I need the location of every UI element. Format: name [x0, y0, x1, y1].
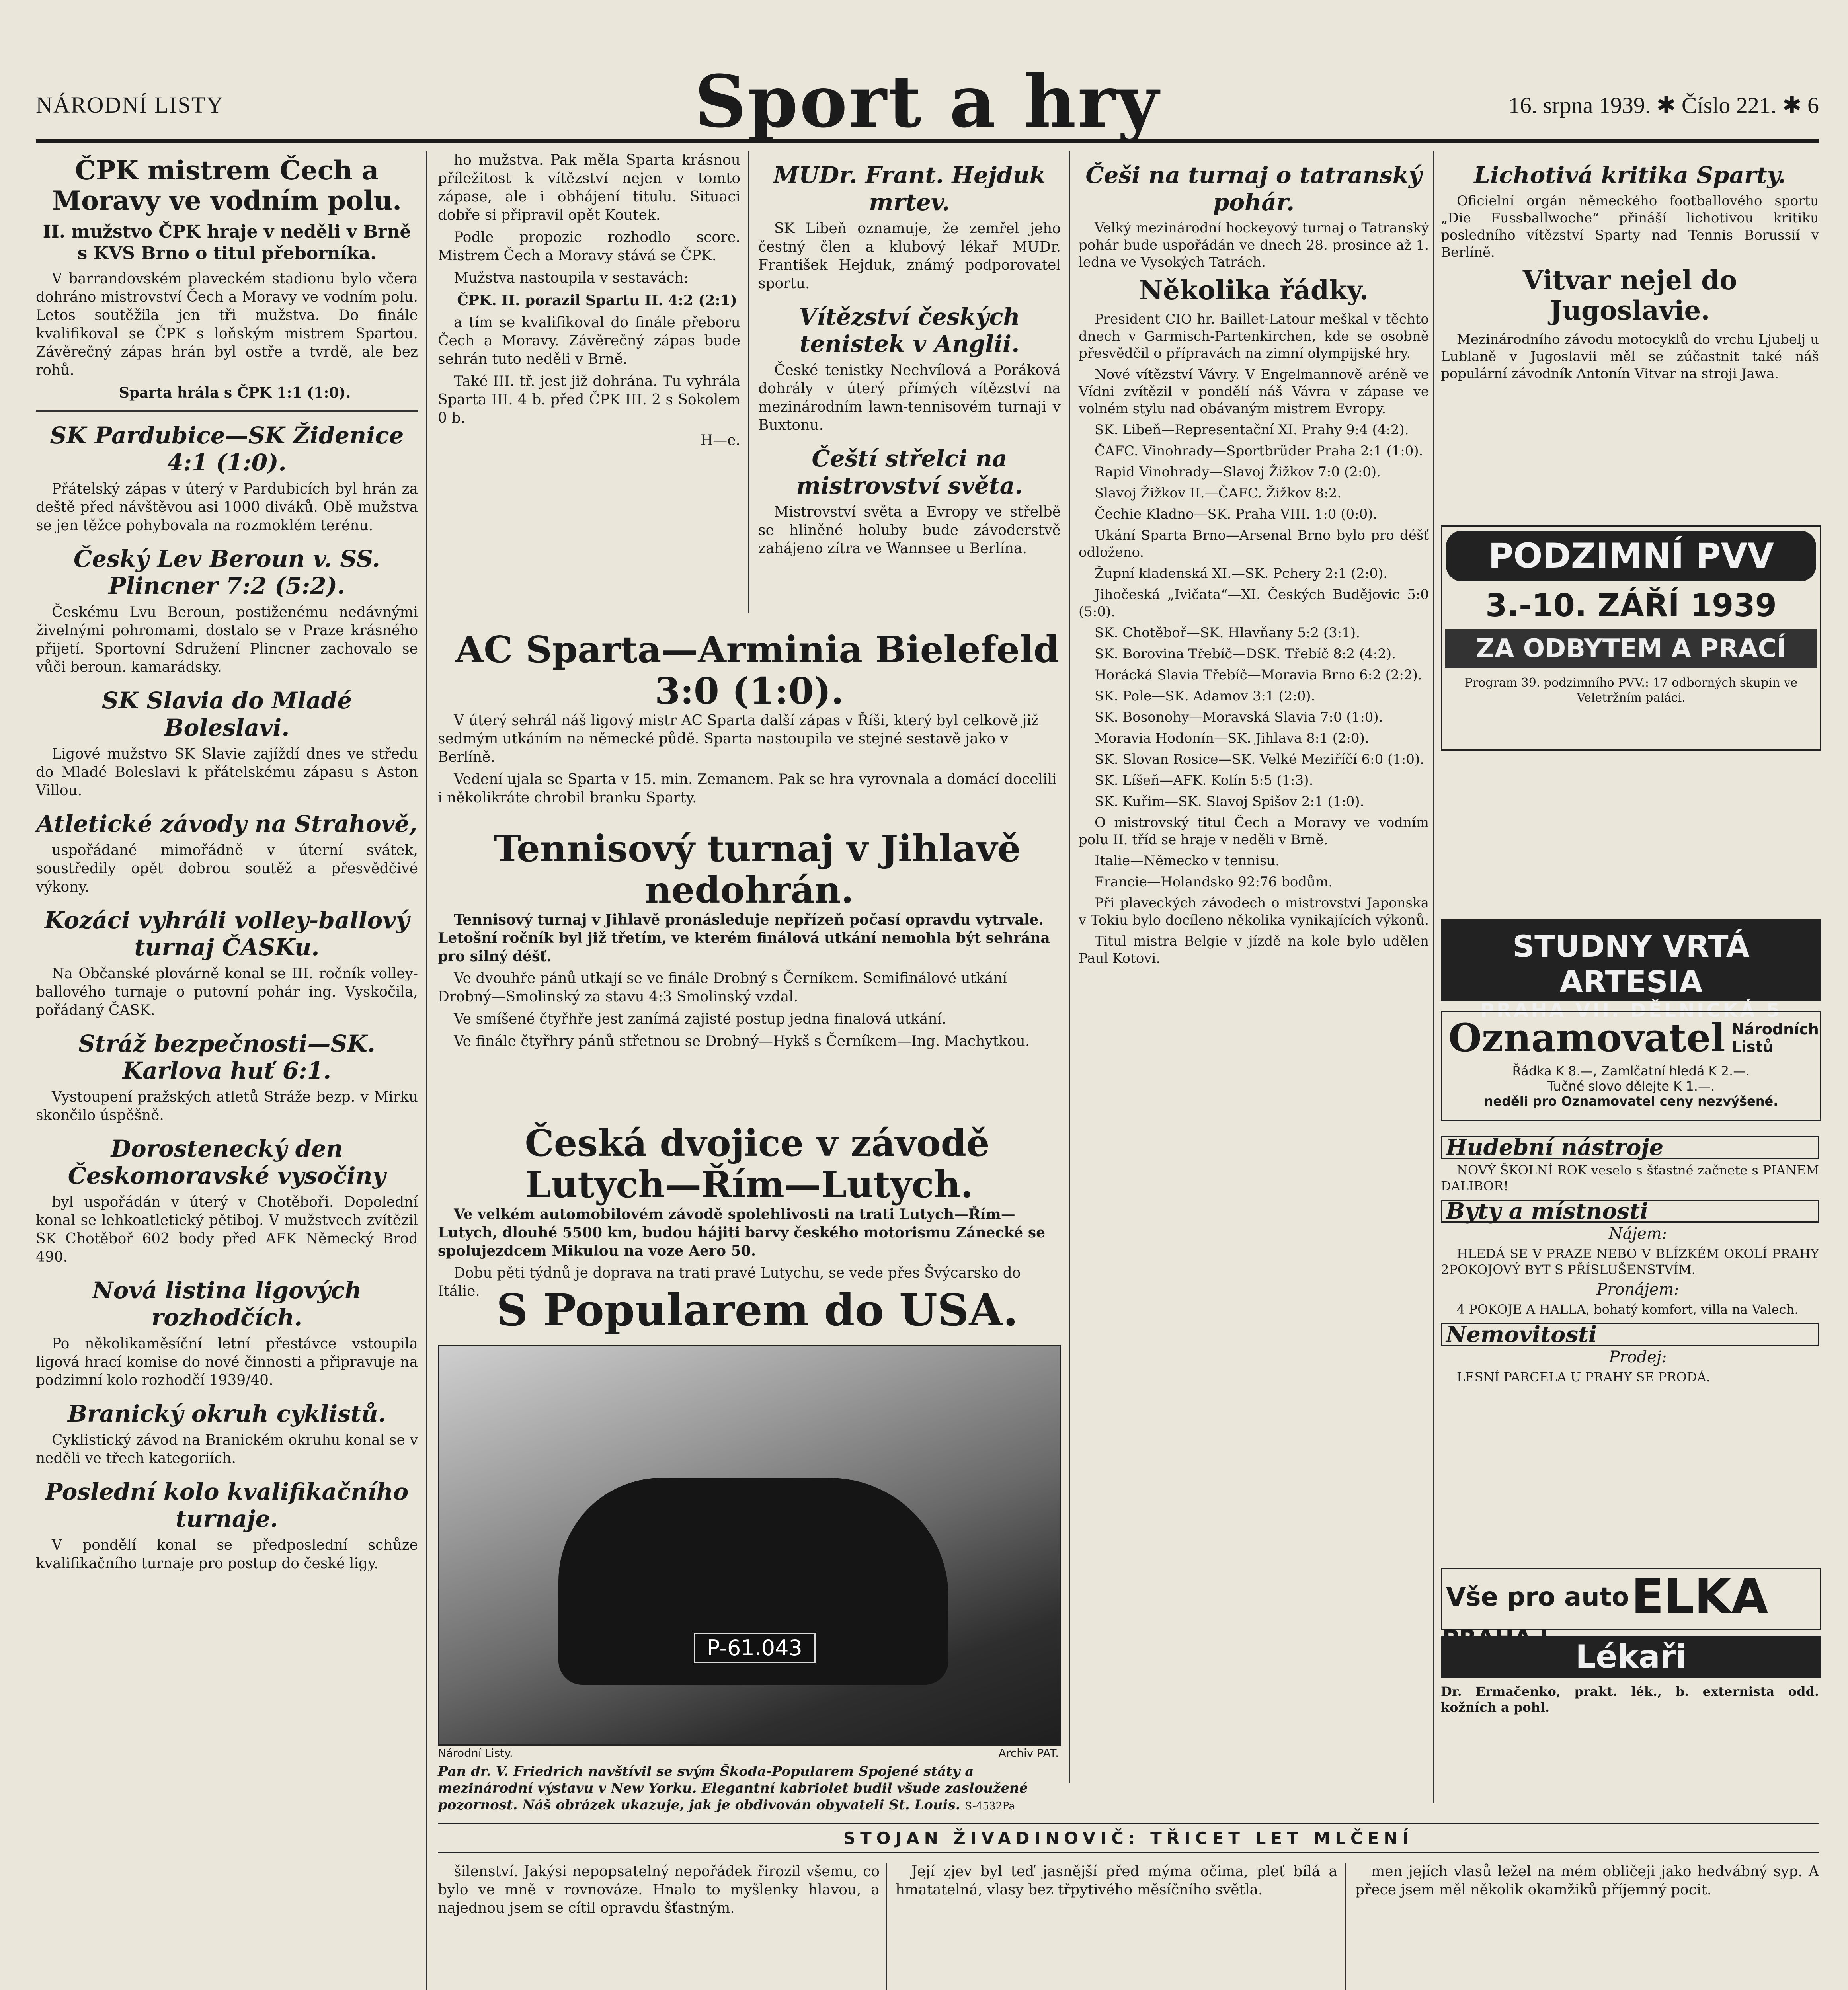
divider — [36, 410, 418, 412]
elka-logo: ELKA — [1631, 1569, 1768, 1625]
article-text: SK. Pole—SK. Adamov 3:1 (2:0). — [1095, 688, 1315, 704]
column-2 — [438, 151, 740, 454]
article-text: Jihočeská „Ivičata“—XI. Českých Budějovic 5:0 (5:0). — [1079, 587, 1429, 620]
article-text: Ve finále čtyřhry pánů střetnou se Drobný—Hykš s Černíkem—Ing. Machytkou. — [454, 1033, 1030, 1050]
serial-text: Její zjev byl teď jasnější před mýma očima, pleť bílá a hmatatelná, vlasy bez třpytivého měsíčního světla. — [896, 1863, 1337, 1898]
headline-straz: Stráž bezpečnosti—SK. Karlova huť 6:1. — [78, 1030, 375, 1084]
article-text: Při plaveckých závodech o mistrovství Japonska v Tokiu bylo docíleno několika vynikajících výkonů. — [1079, 895, 1429, 928]
headline-lutych: Česká dvojice v závodě Lutych—Řím—Lutych. — [525, 1122, 990, 1206]
article-lutych — [438, 1122, 1061, 1305]
headline-pardubice: SK Pardubice—SK Židenice 4:1 (1:0). — [50, 422, 404, 476]
classified-text: LESNÍ PARCELA U PRAHY SE PRODÁ. — [1457, 1370, 1710, 1385]
ad-lekari — [1441, 1636, 1821, 1678]
headline-branik: Branický okruh cyklistů. — [68, 1400, 386, 1427]
article-text: byl uspořádán v úterý v Chotěboři. Dopolední konal se lehkoatletický pětiboj. V mužstvech zvítězil SK Chotěboř 602 body před AFK Německý Brod 490. — [36, 1194, 418, 1265]
ad-artesia-address: PRAHA VII. DĚLNICKÁ 5 — [1480, 999, 1782, 1022]
headline-sparta: AC Sparta—Arminia Bielefeld 3:0 (1:0). — [455, 628, 1060, 712]
headline-kritika: Lichotivá kritika Sparty. — [1474, 162, 1786, 189]
headline-hejduk: MUDr. Frant. Hejduk mrtev. — [773, 162, 1046, 216]
caption-code: S-4532Pa — [965, 1800, 1015, 1812]
article-text: Velký mezinárodní hockeyový turnaj o Tatranský pohár bude uspořádán ve dnech 28. prosince až 1. ledna ve Vysokých Tatrách. — [1079, 220, 1429, 270]
serial-col-1 — [438, 1863, 880, 1922]
ad-artesia-title: STUDNY VRTÁ ARTESIA — [1512, 929, 1750, 999]
article-text: Oficielní orgán německého footballového sportu „Die Fussballwoche“ přináší lichotivou kritiku posledního vítězství Sparty nad Tennis Borussií v Berlíně. — [1441, 193, 1819, 260]
ad-pvv-dates: 3.-10. ZÁŘÍ 1939 — [1485, 588, 1777, 624]
ad-artesia — [1441, 919, 1821, 1022]
article-text: Župní kladenská XI.—SK. Pchery 2:1 (2:0). — [1095, 566, 1388, 581]
article-text: Podle propozic rozhodlo score. Mistrem Čech a Moravy stává se ČPK. — [438, 229, 740, 264]
headline-listina: Nová listina ligových rozhodčích. — [92, 1277, 362, 1331]
classified-subheading: Nájem: — [1608, 1225, 1667, 1243]
article-text: Přátelský zápas v úterý v Pardubicích byl hrán za deště před návštěvou asi 1000 diváků. Obě mužstva se jen těžce pohybovala na rozmoklém terénu. — [36, 481, 418, 534]
article-text: České tenistky Nechvílová a Poráková dohrály v úterý přímých vítězství na mezinárodním lawn-tennisovém turnaji v Buxtonu. — [758, 362, 1061, 433]
article-text: Dobu pěti týdnů je doprava na trati pravé Lutychu, se vede přes Švýcarsko do Itálie. — [438, 1265, 1021, 1299]
article-text: Nové vítězství Vávry. V Engelmannově aréně ve Vídni zvítězil v pondělí náš Vávra v zápase ve volném stylu nad obávaným mistrem Evropy. — [1079, 367, 1429, 417]
caption-text: Pan dr. V. Friedrich navštívil se svým Škoda-Popularem Spojené státy a mezinárodní výstavu v New Yorku. Elegantní kabriolet budil všude zasloužené pozornost. Náš obrázek ukazuje, jak je obdivován obyvateli St. Louis. — [438, 1764, 1028, 1813]
article-text: Cyklistický závod na Branickém okruhu konal se v neděli ve třech kategoriích. — [36, 1432, 418, 1467]
article-text: Sparta hrála s ČPK 1:1 (1:0). — [119, 384, 351, 401]
credit-right: Archiv PAT. — [998, 1746, 1059, 1760]
article-lead: Tennisový turnaj v Jihlavě pronásleduje nepřízeň počasí opravdu vytrvale. Letošní ročník byl již třetím, ve kterém finálová utkání nemohla být sehrána pro silný déšť. — [438, 911, 1050, 965]
article-text: Italie—Německo v tennisu. — [1095, 853, 1280, 869]
classified-text: HLEDÁ SE V PRAZE NEBO V BLÍZKÉM OKOLÍ PRAHY 2POKOJOVÝ BYT S PŘÍSLUŠENSTVÍM. — [1441, 1246, 1819, 1277]
article-text: Také III. tř. jest již dohrána. Tu vyhrála Sparta III. 4 b. před ČPK III. 2 s Sokolem 0 b. — [438, 373, 740, 426]
ad-oznamovatel — [1441, 1011, 1821, 1121]
signature: H—e. — [700, 432, 740, 449]
serial-title: STOJAN ŽIVADINOVIČ: TŘICET LET MLČENÍ — [438, 1823, 1819, 1853]
headline-dorost: Dorostenecký den Českomoravské vysočiny — [68, 1135, 386, 1189]
ad-pvv-title: PODZIMNÍ PVV — [1446, 531, 1816, 581]
article-sparta — [438, 629, 1061, 811]
article-text: Čechie Kladno—SK. Praha VIII. 1:0 (0:0). — [1095, 506, 1378, 522]
article-text: SK Libeň oznamuje, že zemřel jeho čestný člen a klubový lékař MUDr. František Hejduk, známý podporovatel sportu. — [758, 220, 1061, 292]
article-tennis — [438, 828, 1061, 1055]
elka-lead: Vše pro auto — [1446, 1582, 1629, 1612]
serial-col-2 — [896, 1863, 1337, 1903]
column-rule — [1069, 151, 1070, 1783]
classified-text: 4 POKOJE A HALLA, bohatý komfort, villa na Valech. — [1457, 1302, 1799, 1317]
classified-heading: Byty a místnosti — [1441, 1200, 1819, 1223]
article-text: Moravia Hodonín—SK. Jihlava 8:1 (2:0). — [1095, 730, 1369, 746]
article-text: Ve smíšené čtyřhře jest zanímá zajisté postup jedna finalová utkání. — [454, 1011, 946, 1027]
column-rule — [886, 1863, 887, 1990]
ad-pvv-slogan: ZA ODBYTEM A PRACÍ — [1445, 629, 1817, 668]
photo-popular-car — [438, 1345, 1061, 1746]
masthead — [36, 60, 1819, 143]
article-text: V úterý sehrál náš ligový mistr AC Sparta další zápas v Říši, který byl celkově již sedmým utkáním na německé půdě. Sparta nastoupila ve stejné sestavě jako v Berlíně. — [438, 712, 1039, 765]
article-text: uspořádané mimořádně v úterní svátek, soustředily opět dobrou soutěž a přesvědčivé výkony. — [36, 842, 418, 895]
article-text: Vystoupení pražských atletů Stráže bezp. v Mirku skončilo úspěšně. — [36, 1089, 418, 1124]
serial-col-3 — [1355, 1863, 1819, 1903]
article-text: Slavoj Žižkov II.—ČAFC. Žižkov 8:2. — [1095, 485, 1342, 501]
headline-strelci: Čeští střelci na mistrovství světa. — [796, 445, 1023, 499]
lekari-heading: Lékaři — [1575, 1638, 1687, 1675]
article-text: Na Občanské plovárně konal se III. ročník volley-ballového turnaje o putovní pohár ing. Vyskočila, pořádaný ČASK. — [36, 966, 418, 1018]
headline-lev-beroun: Český Lev Beroun v. SS. Plincner 7:2 (5:2). — [74, 545, 380, 599]
headline-slavia: SK Slavia do Mladé Boleslavi. — [101, 687, 352, 741]
ozn-price2: Tučné slovo dělejte K 1.—. — [1547, 1079, 1715, 1094]
article-text: SK. Chotěboř—SK. Hlavňany 5:2 (3:1). — [1095, 625, 1360, 641]
column-rule — [1345, 1863, 1346, 1990]
article-text: ho mužstva. Pak měla Sparta krásnou příležitost k vítězství nejen v tomto zápase, ale i obhájení titulu. Situaci dobře si připravil opět Koutek. — [438, 152, 740, 223]
serial-text: šilenství. Jakýsi nepopsatelný nepořádek řirozil všemu, co bylo ve mně v rovnováze. Hnalo to myšlenky hlavou, a najednou jsem se cítil opravdu šťastným. — [438, 1863, 880, 1916]
column-1 — [36, 151, 418, 1577]
classified-heading: Hudební nástroje — [1441, 1136, 1819, 1159]
article-text: SK. Líšeň—AFK. Kolín 5:5 (1:3). — [1095, 773, 1313, 788]
issue-info: 16. srpna 1939. ✱ Číslo 221. ✱ 6 — [1508, 92, 1819, 118]
photo-credits — [438, 1746, 1059, 1760]
article-text: ČPK. II. porazil Spartu II. 4:2 (2:1) — [457, 292, 737, 309]
ozn-price: Řádka K 8.—, Zamlčatní hledá K 2.—. — [1512, 1063, 1750, 1079]
article-text: V barrandovském plaveckém stadionu bylo včera dohráno mistrovství Čech a Moravy ve vodním polu. Letos soutěžila jen tři mužstva. Do finále kvalifikoval se ČPK s loňským mistrem Spartou. Závěrečný zápas hrán byl ostře a tvrdě, ale bez rohů. — [36, 271, 418, 378]
ad-pvv — [1441, 525, 1821, 751]
ozn-note: neděli pro Oznamovatel ceny nezvýšené. — [1484, 1094, 1778, 1109]
column-rule — [748, 151, 749, 613]
classified-subheading: Prodej: — [1609, 1348, 1667, 1366]
article-text: Ligové mužstvo SK Slavie zajíždí dnes ve středu do Mladé Boleslavi k přátelskému zápasu s Aston Villou. — [36, 746, 418, 799]
classifieds — [1441, 1130, 1819, 1389]
article-text: O mistrovský titul Čech a Moravy ve vodním polu II. tříd se hraje v neděli v Brně. — [1079, 815, 1429, 848]
headline-cpk: ČPK mistrem Čech a Moravy ve vodním polu. — [52, 155, 402, 216]
headline-kvalifikace: Poslední kolo kvalifikačního turnaje. — [45, 1478, 409, 1532]
article-text: President CIO hr. Baillet-Latour meškal v těchto dnech v Garmisch-Partenkirchen, kde se osobně přesvědčil o přípravách na zimní olympijské hry. — [1079, 311, 1429, 361]
headline-tatry: Češi na turnaj o tatranský pohár. — [1085, 162, 1422, 216]
ad-pvv-program: Program 39. podzimního PVV.: 17 odborných skupin ve Veletržním paláci. — [1464, 676, 1798, 705]
article-text: Titul mistra Belgie v jízdě na kole bylo udělen Paul Kotovi. — [1079, 933, 1429, 966]
article-text: Vedení ujala se Sparta v 15. min. Zemanem. Pak se hra vyrovnala a domácí docelili i několikráte chrobil branku Sparty. — [438, 771, 1057, 806]
article-text: SK. Slovan Rosice—SK. Velké Meziříčí 6:0 (1:0). — [1095, 751, 1425, 767]
article-text: Francie—Holandsko 92:76 bodům. — [1095, 874, 1333, 890]
column-3 — [758, 151, 1061, 562]
column-4 — [1079, 151, 1429, 971]
headline-tennis: Tennisový turnaj v Jihlavě nedohrán. — [494, 827, 1021, 911]
article-text: SK. Kuřim—SK. Slavoj Spišov 2:1 (1:0). — [1095, 794, 1364, 810]
headline-kozaci: Kozáci vyhráli volley-ballový turnaj ČASKu. — [44, 907, 410, 961]
article-text: Mezinárodního závodu motocyklů do vrchu Ljubelj u Lublaně v Jugoslavii měl se zúčastnit také náš populární závodník Antonín Vitvar na stroji Jawa. — [1441, 332, 1819, 382]
ozn-subtitle: Národních Listů — [1731, 1020, 1819, 1055]
article-text: V pondělí konal se předposlední schůze kvalifikačního turnaje pro postup do české ligy. — [36, 1537, 418, 1572]
section-title: Sport a hry — [694, 60, 1161, 144]
paper-name: NÁRODNÍ LISTY — [36, 92, 224, 118]
classified-heading: Nemovitosti — [1441, 1323, 1819, 1346]
column-5 — [1441, 151, 1819, 386]
article-usa — [438, 1286, 1061, 1335]
article-text: Rapid Vinohrady—Slavoj Žižkov 7:0 (2:0). — [1095, 464, 1381, 480]
article-text: Ukání Sparta Brno—Arsenal Brno bylo pro déšť odloženo. — [1079, 527, 1429, 560]
headline-radky: Několika řádky. — [1139, 275, 1369, 306]
classified-subheading: Pronájem: — [1596, 1280, 1679, 1299]
article-text: Ve dvouhře pánů utkají se ve finále Drobný s Černíkem. Semifinálové utkání Drobný—Smolinský za stavu 4:3 Smolinský vzdal. — [438, 970, 1007, 1005]
article-text: SK. Libeň—Representační XI. Prahy 9:4 (4:2). — [1095, 422, 1409, 438]
headline-vitvar: Vitvar nejel do Jugoslavie. — [1522, 265, 1737, 326]
article-text: Ve velkém automobilovém závodě spolehlivosti na trati Lutych—Řím—Lutych, dlouhé 5500 km, budou hájiti barvy českého motorismu Zánecké se spolujezdcem Mikulou na voze Aero 50. — [438, 1206, 1046, 1259]
ad-ermacenko — [1441, 1684, 1819, 1719]
article-text: Mistrovství světa a Evropy ve střelbě se hliněné holuby bude závoderstvě zahájeno zítra ve Wannsee u Berlína. — [758, 504, 1061, 557]
ermacenko-text: Dr. Ermačenko, prakt. lék., b. externista odd. kožních a pohl. — [1441, 1684, 1819, 1715]
credit-left: Národní Listy. — [438, 1746, 513, 1760]
article-text: Horácká Slavia Třebíč—Moravia Brno 6:2 (2:2). — [1095, 667, 1422, 683]
article-text: SK. Bosonohy—Moravská Slavia 7:0 (1:0). — [1095, 709, 1383, 725]
column-rule — [426, 151, 427, 1990]
headline-tenistky: Vítězství českých tenistek v Anglii. — [799, 303, 1020, 357]
classified-text: NOVÝ ŠKOLNÍ ROK veselo s šťastné začnete s PIANEM DALIBOR! — [1441, 1163, 1819, 1194]
ad-elka — [1441, 1568, 1821, 1630]
article-text: Českému Lvu Beroun, postiženému nedávnými živelnými pohromami, dostalo se v Praze krásného přijetí. Sportovní Sdružení Plincner zachovalo se vůči beroun. kamarádsky. — [36, 604, 418, 675]
photo-caption — [438, 1763, 1059, 1814]
article-text: a tím se kvalifikoval do finále přeboru Čech a Moravy. Závěrečný zápas bude sehrán tuto neděli v Brně. — [438, 314, 740, 367]
article-text: SK. Borovina Třebíč—DSK. Třebíč 8:2 (4:2). — [1095, 646, 1396, 662]
article-text: ČAFC. Vinohrady—Sportbrüder Praha 2:1 (1:0). — [1095, 443, 1423, 459]
ozn-title: Oznamovatel — [1448, 1015, 1725, 1060]
license-plate: P-61.043 — [694, 1633, 816, 1663]
article-text: Mužstva nastoupila v sestavách: — [454, 270, 689, 286]
headline-atletika: Atletické závody na Strahově, — [36, 810, 418, 837]
headline-usa: S Popularem do USA. — [496, 1284, 1019, 1336]
column-rule — [1433, 151, 1434, 1803]
article-text: Po několikaměsíční letní přestávce vstoupila ligová hrací komise do nové činnosti a připravuje na podzimní kolo rozhodčí 1939/40. — [36, 1336, 418, 1389]
subhead-cpk: II. mužstvo ČPK hraje v neděli v Brně s KVS Brno o titul přeborníka. — [43, 222, 411, 263]
serial-text: men jejích vlasů ležel na mém obličeji jako hedvábný syp. A přece jsem měl několik okamžiků příjemný pocit. — [1355, 1863, 1819, 1898]
